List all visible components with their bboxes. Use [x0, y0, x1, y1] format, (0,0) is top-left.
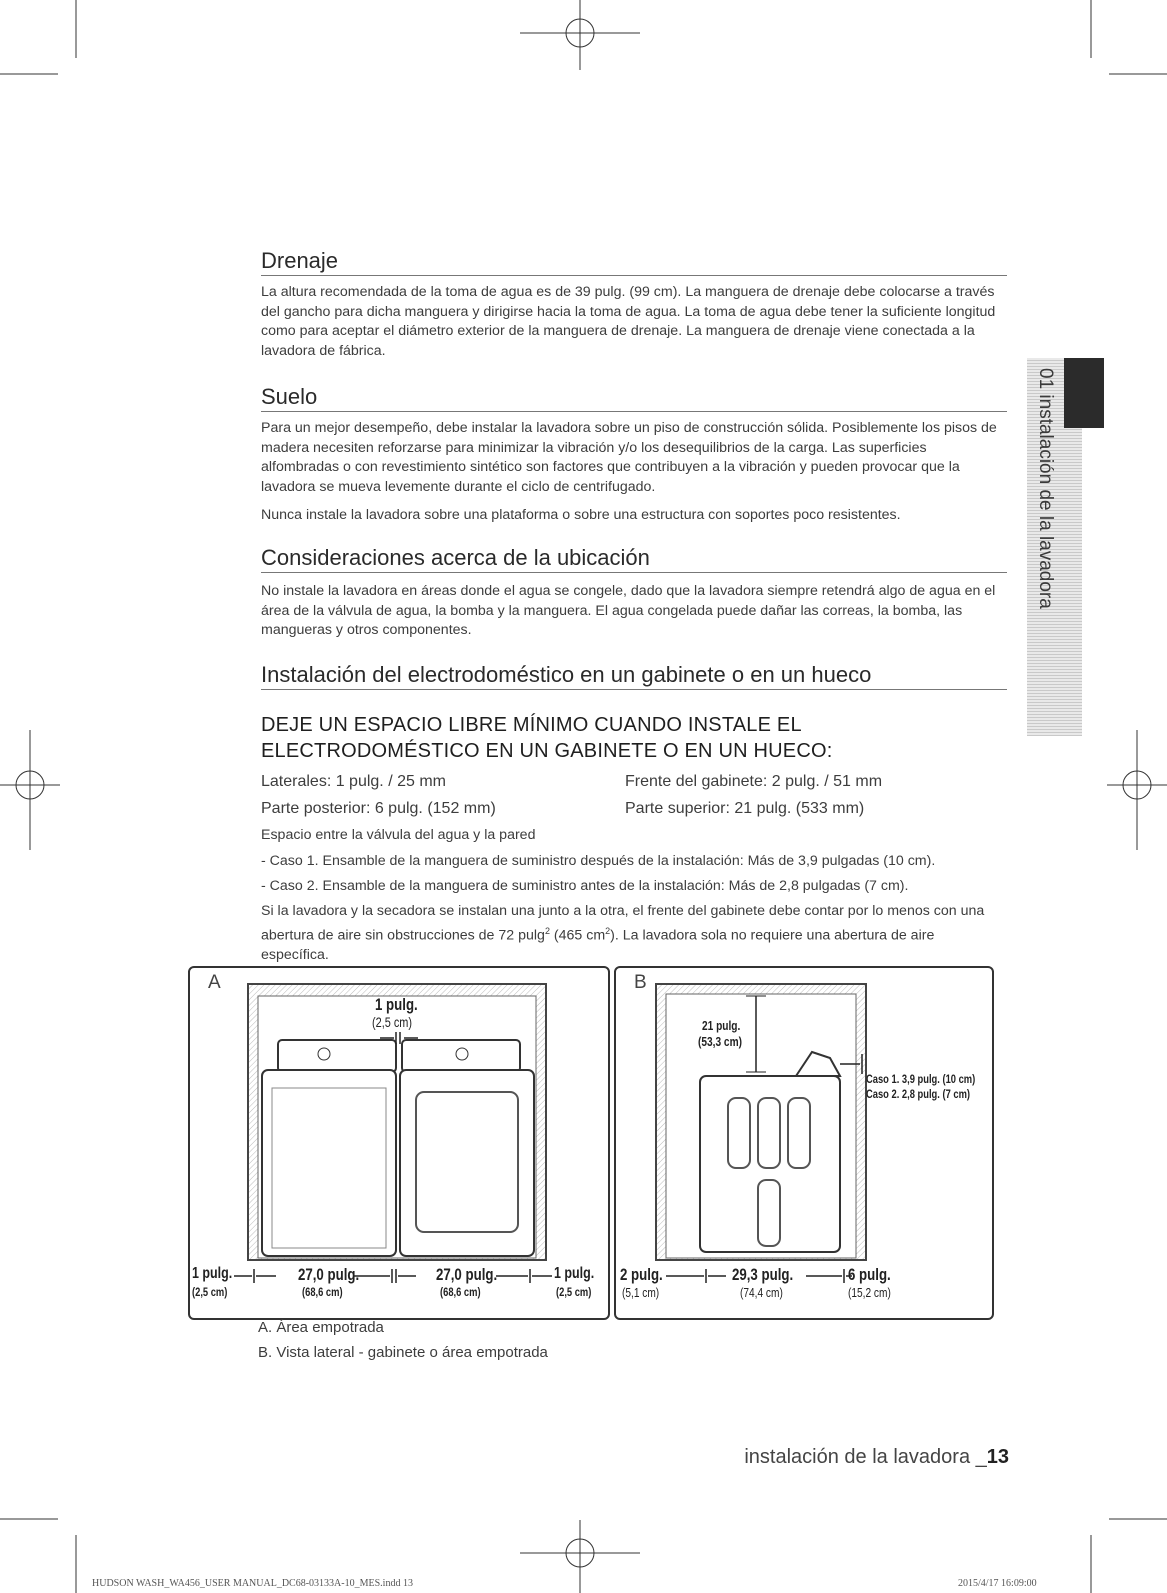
figure-a-dim-washer: 27,0 pulg. — [298, 1265, 360, 1284]
figure-b-dim-front: 2 pulg. — [620, 1265, 663, 1284]
figure-b-dimension-arrows — [616, 1268, 988, 1284]
figure-b-illustration — [616, 968, 988, 1268]
figure-b-dim-front-cm: (5,1 cm) — [622, 1285, 660, 1300]
spec-espacio: Espacio entre la válvula del agua y la pared — [261, 827, 536, 843]
spec-caso2: - Caso 2. Ensamble de la manguera de suministro antes de la instalación: Más de 2,8 pulgadas (7 cm). — [261, 878, 909, 894]
ubicacion-paragraph: No instale la lavadora en áreas donde el agua se congele, dado que la lavadora siempre retendrá algo de agua en el área de la válvula de agua, la bomba y la manguera. El agua congelada puede dañar las correas, la bomba, las mangueras y otros componentes. — [261, 583, 996, 638]
side-tab-label: 01 instalación de la lavadora — [1035, 368, 1056, 609]
page-footer-title: instalación de la lavadora _13 — [744, 1446, 1009, 1468]
drenaje-paragraph: La altura recomendada de la toma de agua es de 39 pulg. (99 cm). La manguera de drenaje debe colocarse a través del gancho para dicha manguera y dirigirse hacia la toma de agua. La toma de agua debe tener la suficiente longitud como para aceptar el diámetro exterior de la manguera de drenaje. La manguera de drenaje viene conectada a la lavadora de fábrica. — [261, 284, 996, 359]
figure-b-dim-depth: 29,3 pulg. — [732, 1265, 794, 1284]
spec-caso1: - Caso 1. Ensamble de la manguera de suministro después de la instalación: Más de 3,9 pulgadas (10 cm). — [261, 853, 936, 869]
figure-b-dim-depth-cm: (74,4 cm) — [740, 1285, 783, 1300]
figure-a-dim-left: 1 pulg. — [192, 1265, 233, 1282]
figure-b-letter: B — [634, 972, 647, 993]
figure-b-top-gap: 21 pulg. — [702, 1018, 741, 1033]
suelo-paragraph-2: Nunca instale la lavadora sobre una plataforma o sobre una estructura con soportes poco resistentes. — [261, 507, 901, 523]
page-number: 13 — [986, 1446, 1009, 1468]
figure-a-dim-left-cm: (2,5 cm) — [192, 1285, 228, 1299]
spec-frente: Frente del gabinete: 2 pulg. / 51 mm — [625, 773, 883, 790]
figure-b-top-gap-cm: (53,3 cm) — [698, 1034, 742, 1049]
figure-b-caso1: Caso 1. 3,9 pulg. (10 cm) — [866, 1072, 976, 1086]
figure-a-top-gap: 1 pulg. — [375, 995, 418, 1014]
spec-posterior: Parte posterior: 6 pulg. (152 mm) — [261, 800, 496, 817]
figure-b-dim-rear: 6 pulg. — [848, 1265, 891, 1284]
print-date: 2015/4/17 16:09:00 — [958, 1578, 1037, 1589]
caption-b: B. Vista lateral - gabinete o área empotrada — [258, 1344, 548, 1361]
figure-a-dim-washer-cm: (68,6 cm) — [302, 1285, 343, 1299]
figure-b-dim-rear-cm: (15,2 cm) — [848, 1285, 891, 1300]
figure-a-letter: A — [208, 972, 221, 993]
heading-suelo: Suelo — [261, 384, 1007, 412]
print-file-name: HUDSON WASH_WA456_USER MANUAL_DC68-03133A-10_MES.indd 13 — [92, 1578, 413, 1589]
clearance-heading-line2: ELECTRODOMÉSTICO EN UN GABINETE O EN UN HUECO: — [261, 740, 833, 762]
figure-a-dim-dryer-cm: (68,6 cm) — [440, 1285, 481, 1299]
figure-a-top-gap-cm: (2,5 cm) — [372, 1014, 413, 1030]
figure-a-dim-right-cm: (2,5 cm) — [556, 1285, 592, 1299]
side-tab-marker — [1064, 358, 1104, 428]
heading-gabinete: Instalación del electrodoméstico en un gabinete o en un hueco — [261, 662, 1007, 690]
caption-a: A. Área empotrada — [258, 1319, 384, 1336]
figure-a-dimension-arrows — [190, 1268, 604, 1284]
figure-a-dim-right: 1 pulg. — [554, 1265, 595, 1282]
heading-ubicacion: Consideraciones acerca de la ubicación — [261, 545, 1007, 573]
air-opening-paragraph: Si la lavadora y la secadora se instalan una junto a la otra, el frente del gabinete debe contar por lo menos con una abertura de aire sin obstrucciones de 72 pulg$^2$ (465 $cm^2$). La lavadora sola no requiere una abertura de aire específica. — [261, 903, 985, 963]
suelo-paragraph-1: Para un mejor desempeño, debe instalar la lavadora sobre un piso de construcción sólida. Posiblemente los pisos de madera necesiten reforzarse para minimizar la vibración y/o los desequilibrios de la carga. Las superficies alfombradas o con revestimiento sintético son factores que contribuyen a la vibración y pueden provocar que la lavadora se mueva levemente durante el ciclo de centrifugado. — [261, 420, 997, 495]
figure-b-caso2: Caso 2. 2,8 pulg. (7 cm) — [866, 1087, 971, 1101]
heading-drenaje: Drenaje — [261, 248, 1007, 276]
figure-a-dim-dryer: 27,0 pulg. — [436, 1265, 498, 1284]
clearance-heading-line1: DEJE UN ESPACIO LIBRE MÍNIMO CUANDO INSTALE EL — [261, 714, 802, 736]
spec-laterales: Laterales: 1 pulg. / 25 mm — [261, 773, 446, 790]
spec-superior: Parte superior: 21 pulg. (533 mm) — [625, 800, 865, 817]
